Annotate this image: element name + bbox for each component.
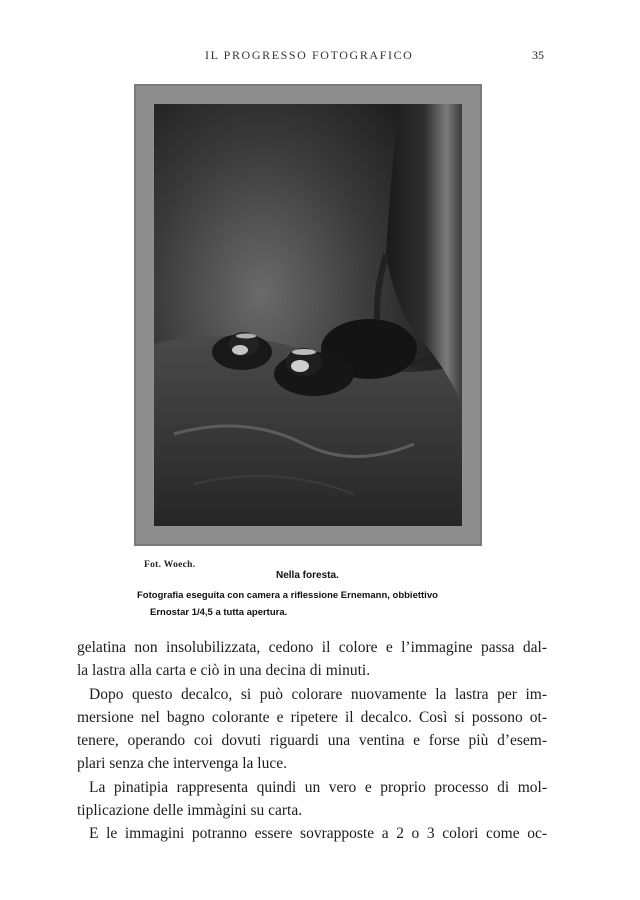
ferret-back-brow-mark [236, 334, 256, 339]
body-line: La pinatipia rappresenta quindi un vero e proprio processo di mol- [89, 778, 547, 796]
body-line: Dopo questo decalco, si può colorare nuovamente la lastra per im- [89, 685, 547, 703]
running-title: IL PROGRESSO FOTOGRAFICO [205, 48, 414, 62]
body-line: mersione nel bagno colorante e ripetere il decalco. Così si possono ot- [77, 708, 547, 726]
figure-description-line-2: Ernostar 1/4,5 a tutta apertura. [150, 607, 288, 618]
forest-photo-illustration [154, 104, 462, 526]
forest-photograph [154, 104, 462, 526]
body-line: tiplicazione delle immàgini su carta. [77, 802, 303, 820]
body-line: gelatina non insolubilizzata, cedono il colore e l’immagine passa dal- [77, 639, 547, 656]
ferret-front-face-mark [291, 360, 309, 372]
body-line: E le immagini potranno essere sovrapposte a 2 o 3 colori come oc- [89, 825, 547, 843]
figure-title: Nella foresta. [276, 570, 339, 581]
photo-plate [134, 84, 482, 546]
figure-description-line-1: Fotografia eseguita con camera a riflessione Ernemann, obbiettivo [137, 590, 438, 601]
ferret-front-brow-mark [292, 349, 316, 355]
page-number: 35 [532, 48, 544, 62]
body-line: plari senza che intervenga la luce. [77, 755, 287, 773]
body-line: tenere, operando coi dovuti riguardi una ventina e forse più d’esem- [77, 732, 547, 750]
figure-description [137, 587, 487, 621]
photo-credit: Fot. Woech. [144, 560, 196, 570]
running-head [0, 48, 640, 68]
body-line: la lastra alla carta e ciò in una decina di minuti. [77, 662, 371, 680]
ferret-back-face-mark [232, 345, 248, 355]
body-text [77, 636, 547, 846]
